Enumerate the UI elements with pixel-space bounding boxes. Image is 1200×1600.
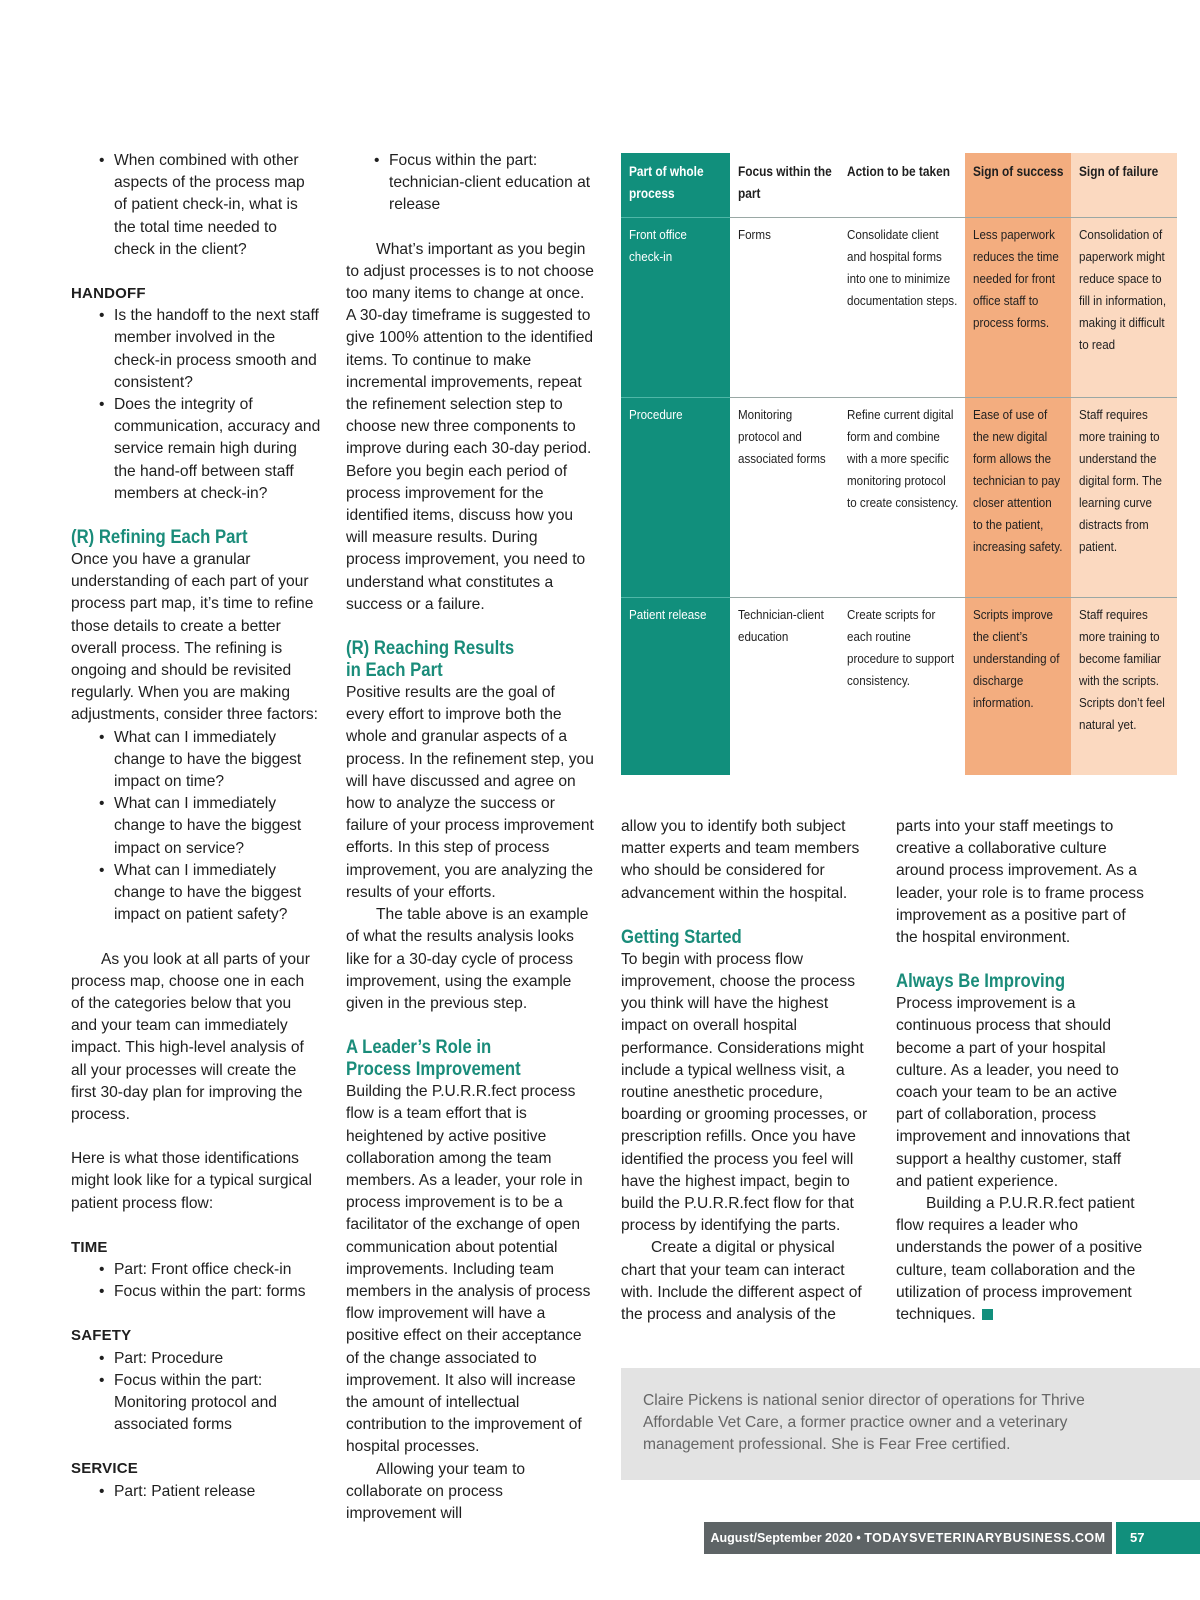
- paragraph-important: What’s important as you begin to adjust processes is to not choose too many items to change at once. A 30-day timeframe is suggested to give 100% attention to the identified items. To continue to make incremental improvements, repeat the refinement selection step to choose new three components to improve during each 30-day period. Before you begin each period of process improvement for the identified items, discuss how you will measure results. During process improvement, you need to understand what constitutes a success or a failure.: [346, 240, 594, 613]
- create-text: Create a digital or physical chart that your team can interact with. Include the different aspect of the process and analysis of the: [621, 1239, 862, 1324]
- bullet-item: • Focus within the part: technician-client education at release: [389, 150, 596, 217]
- table-cell: Procedure: [621, 398, 730, 598]
- header-cell: Sign of failure: [1071, 153, 1177, 218]
- table-cell: Consolidation of paperwork might reduce space to fill in information, making it difficult to read: [1071, 218, 1177, 398]
- bullet-item: • What can I immediately change to have the biggest impact on patient safety?: [114, 860, 321, 927]
- table-cell: Monitoring protocol and associated forms: [730, 398, 839, 598]
- bullet-item: • Is the handoff to the next staff member involved in the check-in process smooth and consistent?: [114, 305, 321, 394]
- service-heading: SERVICE: [71, 1460, 138, 1478]
- bullet-item: • What can I immediately change to have the biggest impact on service?: [114, 793, 321, 860]
- bullet-item: • Does the integrity of communication, accuracy and service remain high during the hand-off between staff members at check-in?: [114, 394, 321, 505]
- table-cell: Technician-client education: [730, 598, 839, 776]
- time-heading: TIME: [71, 1238, 108, 1256]
- table-cell: Consolidate client and hospital forms into one to minimize documentation steps.: [839, 218, 965, 398]
- table-cell: Create scripts for each routine procedure to support consistency.: [839, 598, 965, 776]
- bullet-item: • Focus within the part: Monitoring protocol and associated forms: [114, 1370, 321, 1437]
- table-cell: Patient release: [621, 598, 730, 776]
- table-cell: Ease of use of the new digital form allows the technician to pay closer attention to the patient, increasing safety.: [965, 398, 1071, 598]
- building-text: Building a P.U.R.R.fect patient flow requires a leader who understands the power of a positive culture, team collaboration and the utilization of process improvement techniques.: [896, 1195, 1143, 1324]
- bullet-item: • Focus within the part: forms: [114, 1281, 321, 1303]
- page-number: 57: [1130, 1530, 1145, 1545]
- refining-heading: (R) Refining Each Part: [71, 527, 248, 549]
- results-text: Positive results are the goal of every effort to improve both the whole and granular aspects of a process. In the refinement step, you will have discussed and agree on how to analyze the success or failure of your process improvement efforts. In this step of process improvement, you are analyzing the results of your efforts.: [346, 684, 594, 901]
- safety-heading: SAFETY: [71, 1327, 132, 1345]
- footer-page-box: [1116, 1522, 1200, 1554]
- leader-text: Building the P.U.R.R.fect process flow is a team effort that is heightened by active positive collaboration among the team members. As a leader, your role in process improvement is to be a facilitator of the exchange of open communication about potential improvements. Including team members in the analysis of process flow improvement will have a positive effect on their acceptance of the change associated to improvement. It also will increase the amount of intellectual contribution to the improvement of hospital processes.: [346, 1083, 591, 1456]
- paragraph-here: Here is what those identifications might look like for a typical surgical patient process flow:: [71, 1150, 312, 1212]
- header-cell: Sign of success: [965, 153, 1071, 218]
- continued-text: parts into your staff meetings to creative a collaborative culture around process improvement. As a leader, your role is to frame process improvement as a positive part of the hospital environment.: [896, 818, 1144, 947]
- bullet-item: • Part: Front office check-in: [114, 1259, 321, 1281]
- results-heading-line-2: in Each Part: [346, 660, 443, 682]
- table-row: [621, 598, 1177, 776]
- table-row: [621, 398, 1177, 598]
- footer-issue-bar: [704, 1522, 1112, 1554]
- allowing-text: Allowing your team to collaborate on process improvement will: [346, 1460, 526, 1522]
- author-bio-box: [621, 1368, 1200, 1480]
- bullet-item: • Part: Patient release: [114, 1481, 321, 1503]
- results-analysis-table: [621, 153, 1167, 775]
- leader-heading-line-1: A Leader’s Role in: [346, 1037, 492, 1059]
- header-cell: Part of whole process: [621, 153, 730, 218]
- paragraph-look: As you look at all parts of your process map, choose one in each of the categories below that you and your team can immediately impact. This high-level analysis of all your processes will create the first 30-day plan for improving the process.: [71, 950, 310, 1123]
- bullet-item: • Part: Procedure: [114, 1348, 321, 1370]
- getting-started-text: To begin with process flow improvement, choose the process you think will have the highest impact on overall hospital performance. Considerations might include a typical wellness visit, a routine anesthetic procedure, boarding or grooming processes, or prescription refills. Once you have identified the process you feel will have the highest impact, begin to build the P.U.R.R.fect flow for that process by identifying the parts.: [621, 950, 868, 1235]
- column-2: [346, 150, 596, 1525]
- bullet-item: • When combined with other aspects of the process map of patient check-in, what is the total time needed to check in the client?: [114, 150, 321, 261]
- footer-site-link[interactable]: TODAYSVETERINARYBUSINESS.COM: [864, 1531, 1106, 1545]
- refining-text: Once you have a granular understanding of each part of your process part map, it’s time to refine those details to create a better overall process. The refining is ongoing and should be revisited regularly. When you are making adjustments, consider three factors:: [71, 551, 319, 724]
- column-3: [621, 816, 871, 1326]
- always-improving-heading: Always Be Improving: [896, 971, 1066, 993]
- table-header-row: [621, 153, 1177, 218]
- getting-started-heading: Getting Started: [621, 926, 742, 948]
- header-cell: Action to be taken: [847, 164, 950, 179]
- footer-issue: August/September 2020: [710, 1531, 853, 1545]
- leader-heading-line-2: Process Improvement: [346, 1059, 521, 1081]
- table-cell: Staff requires more training to become familiar with the scripts. Scripts don’t feel natural yet.: [1071, 598, 1177, 776]
- table-cell: Refine current digital form and combine with a more specific monitoring protocol to create consistency.: [839, 398, 965, 598]
- column-1: [71, 150, 321, 1503]
- table-cell: Front office check-in: [621, 218, 730, 398]
- table-description: The table above is an example of what the results analysis looks like for a 30-day cycle of process improvement, using the example given in the previous step.: [346, 906, 589, 1012]
- table-row: [621, 218, 1177, 398]
- header-cell: Focus within the part: [738, 164, 832, 201]
- results-heading-line-1: (R) Reaching Results: [346, 638, 515, 660]
- footer-separator: •: [852, 1531, 865, 1545]
- handoff-heading: HANDOFF: [71, 285, 146, 303]
- end-mark-icon: [982, 1309, 993, 1320]
- table-cell: Forms: [730, 218, 839, 398]
- continued-text: allow you to identify both subject matter experts and team members who should be considered for advancement within the hospital.: [621, 818, 860, 902]
- table-cell: Scripts improve the client’s understanding of discharge information.: [965, 598, 1071, 776]
- always-improving-text: Process improvement is a continuous process that should become a part of your hospital culture. As a leader, you need to coach your team to be an active part of collaboration, process improvement and innovations that support a healthy customer, staff and patient experience.: [896, 995, 1131, 1190]
- table-cell: Less paperwork reduces the time needed for front office staff to process forms.: [965, 218, 1071, 398]
- bullet-item: • What can I immediately change to have the biggest impact on time?: [114, 727, 321, 794]
- table-cell: Staff requires more training to understand the digital form. The learning curve distracts from patient.: [1071, 398, 1177, 598]
- author-bio: Claire Pickens is national senior director of operations for Thrive Affordable Vet Care, a former practice owner and a veterinary management professional. She is Fear Free certified.: [643, 1392, 1085, 1453]
- column-4: [896, 816, 1146, 1326]
